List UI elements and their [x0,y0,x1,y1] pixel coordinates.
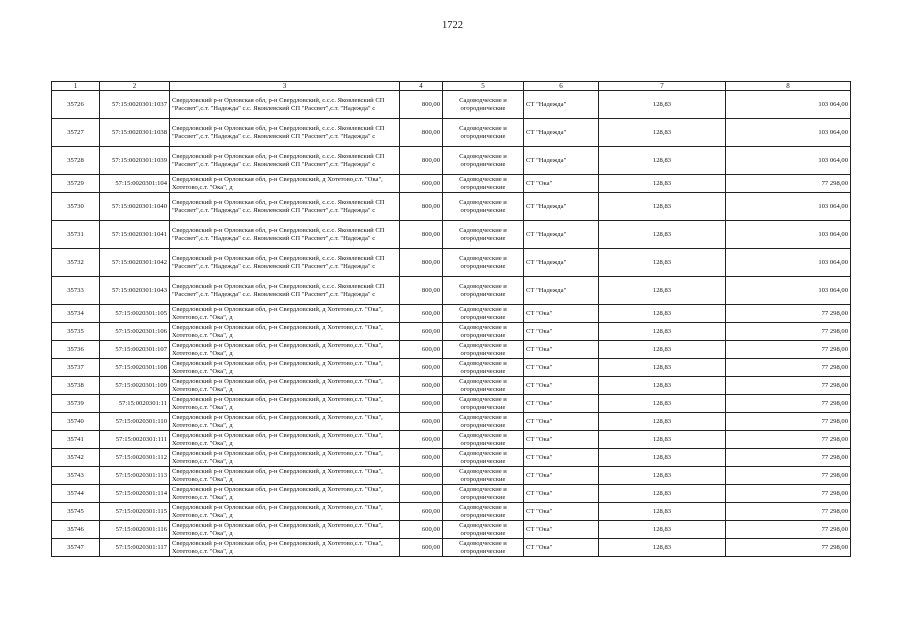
column-number-row [52,82,851,91]
registry-rows [52,91,851,557]
specific-value-cell: 128,83 [599,277,726,305]
table-row [52,249,851,277]
specific-value-cell: 128,83 [599,305,726,323]
address-cell: Свердловский р-н Орловская обл, р-н Свердловский, д Хотетово,с.т. "Ока", Хотетово,с.т. "Ока", д [170,359,400,377]
owner-cell: СТ "Ока" [524,503,599,521]
owner-cell: СТ "Ока" [524,485,599,503]
land-use-cell: Садоводческие и огороднические [443,413,524,431]
cadastral-number-cell: 57:15:0020301:1040 [100,193,170,221]
land-use-cell: Садоводческие и огороднические [443,485,524,503]
cadastral-number-cell: 57:15:0020301:111 [100,431,170,449]
area-cell: 800,00 [400,119,443,147]
cadastral-number-cell: 57:15:0020301:112 [100,449,170,467]
cadastral-value-cell: 77 298,00 [726,467,851,485]
land-use-cell: Садоводческие и огороднические [443,431,524,449]
owner-cell: СТ "Ока" [524,395,599,413]
table-row [52,359,851,377]
owner-cell: СТ "Ока" [524,539,599,557]
land-use-cell: Садоводческие и огороднические [443,395,524,413]
table-row [52,521,851,539]
specific-value-cell: 128,83 [599,221,726,249]
cadastral-value-cell: 77 298,00 [726,503,851,521]
table-row [52,413,851,431]
area-cell: 600,00 [400,539,443,557]
address-cell: Свердловский р-н Орловская обл, р-н Свердловский, с.с.с. Яковлевский СП "Рассвет",с.т. "Надежда" с.с. Яковлевский СП "Рассвет",с.т. "Надежда" с [170,91,400,119]
owner-cell: СТ "Ока" [524,449,599,467]
area-cell: 800,00 [400,221,443,249]
area-cell: 600,00 [400,503,443,521]
cadastral-value-cell: 77 298,00 [726,305,851,323]
specific-value-cell: 128,83 [599,503,726,521]
area-cell: 600,00 [400,377,443,395]
area-cell: 600,00 [400,413,443,431]
cadastral-number-cell: 57:15:0020301:117 [100,539,170,557]
row-number-cell: 35747 [52,539,100,557]
table-row [52,119,851,147]
cadastral-number-cell: 57:15:0020301:1043 [100,277,170,305]
table-row [52,175,851,193]
owner-cell: СТ "Ока" [524,305,599,323]
cadastral-value-cell: 103 064,00 [726,277,851,305]
address-cell: Свердловский р-н Орловская обл, р-н Свердловский, д Хотетово,с.т. "Ока", Хотетово,с.т. "Ока", д [170,521,400,539]
address-cell: Свердловский р-н Орловская обл, р-н Свердловский, д Хотетово,с.т. "Ока", Хотетово,с.т. "Ока", д [170,503,400,521]
area-cell: 600,00 [400,305,443,323]
column-header: 5 [443,82,524,91]
owner-cell: СТ "Ока" [524,359,599,377]
land-use-cell: Садоводческие и огороднические [443,277,524,305]
cadastral-value-cell: 103 064,00 [726,193,851,221]
row-number-cell: 35737 [52,359,100,377]
land-use-cell: Садоводческие и огороднические [443,449,524,467]
owner-cell: СТ "Ока" [524,341,599,359]
row-number-cell: 35736 [52,341,100,359]
specific-value-cell: 128,83 [599,341,726,359]
cadastral-number-cell: 57:15:0020301:116 [100,521,170,539]
area-cell: 600,00 [400,359,443,377]
specific-value-cell: 128,83 [599,431,726,449]
cadastral-value-cell: 103 064,00 [726,249,851,277]
owner-cell: СТ "Ока" [524,377,599,395]
column-header: 3 [170,82,400,91]
cadastral-value-cell: 77 298,00 [726,449,851,467]
area-cell: 600,00 [400,521,443,539]
address-cell: Свердловский р-н Орловская обл, р-н Свердловский, с.с.с. Яковлевский СП "Рассвет",с.т. "Надежда" с.с. Яковлевский СП "Рассвет",с.т. "Надежда" с [170,119,400,147]
land-use-cell: Садоводческие и огороднические [443,341,524,359]
cadastral-value-cell: 77 298,00 [726,521,851,539]
area-cell: 800,00 [400,147,443,175]
column-header: 8 [726,82,851,91]
cadastral-number-cell: 57:15:0020301:1039 [100,147,170,175]
land-use-cell: Садоводческие и огороднические [443,221,524,249]
owner-cell: СТ "Ока" [524,521,599,539]
cadastral-number-cell: 57:15:0020301:105 [100,305,170,323]
specific-value-cell: 128,83 [599,395,726,413]
land-use-cell: Садоводческие и огороднические [443,377,524,395]
land-use-cell: Садоводческие и огороднические [443,119,524,147]
cadastral-number-cell: 57:15:0020301:104 [100,175,170,193]
land-use-cell: Садоводческие и огороднические [443,521,524,539]
row-number-cell: 35739 [52,395,100,413]
cadastral-value-cell: 103 064,00 [726,147,851,175]
land-use-cell: Садоводческие и огороднические [443,323,524,341]
cadastral-number-cell: 57:15:0020301:110 [100,413,170,431]
land-use-cell: Садоводческие и огороднические [443,467,524,485]
column-header: 4 [400,82,443,91]
address-cell: Свердловский р-н Орловская обл, р-н Свердловский, с.с.с. Яковлевский СП "Рассвет",с.т. "Надежда" с.с. Яковлевский СП "Рассвет",с.т. "Надежда" с [170,147,400,175]
address-cell: Свердловский р-н Орловская обл, р-н Свердловский, с.с.с. Яковлевский СП "Рассвет",с.т. "Надежда" с.с. Яковлевский СП "Рассвет",с.т. "Надежда" с [170,221,400,249]
specific-value-cell: 128,83 [599,413,726,431]
cadastral-value-cell: 103 064,00 [726,119,851,147]
address-cell: Свердловский р-н Орловская обл, р-н Свердловский, д Хотетово,с.т. "Ока", Хотетово,с.т. "Ока", д [170,395,400,413]
cadastral-value-cell: 103 064,00 [726,221,851,249]
owner-cell: СТ "Надежда" [524,249,599,277]
specific-value-cell: 128,83 [599,175,726,193]
row-number-cell: 35743 [52,467,100,485]
row-number-cell: 35738 [52,377,100,395]
row-number-cell: 35731 [52,221,100,249]
address-cell: Свердловский р-н Орловская обл, р-н Свердловский, с.с.с. Яковлевский СП "Рассвет",с.т. "Надежда" с.с. Яковлевский СП "Рассвет",с.т. "Надежда" с [170,193,400,221]
cadastral-value-cell: 77 298,00 [726,377,851,395]
table-row [52,193,851,221]
owner-cell: СТ "Надежда" [524,193,599,221]
cadastral-number-cell: 57:15:0020301:11 [100,395,170,413]
land-use-cell: Садоводческие и огороднические [443,91,524,119]
cadastral-value-cell: 77 298,00 [726,431,851,449]
specific-value-cell: 128,83 [599,539,726,557]
area-cell: 600,00 [400,431,443,449]
owner-cell: СТ "Ока" [524,413,599,431]
area-cell: 600,00 [400,485,443,503]
address-cell: Свердловский р-н Орловская обл, р-н Свердловский, д Хотетово,с.т. "Ока", Хотетово,с.т. "Ока", д [170,467,400,485]
cadastral-value-cell: 77 298,00 [726,485,851,503]
row-number-cell: 35745 [52,503,100,521]
table-row [52,431,851,449]
cadastral-number-cell: 57:15:0020301:109 [100,377,170,395]
land-use-cell: Садоводческие и огороднические [443,193,524,221]
row-number-cell: 35740 [52,413,100,431]
owner-cell: СТ "Надежда" [524,147,599,175]
page-number: 1722 [442,20,463,31]
area-cell: 600,00 [400,175,443,193]
cadastral-value-cell: 77 298,00 [726,341,851,359]
cadastral-value-cell: 77 298,00 [726,539,851,557]
land-use-cell: Садоводческие и огороднические [443,147,524,175]
row-number-cell: 35734 [52,305,100,323]
row-number-cell: 35727 [52,119,100,147]
specific-value-cell: 128,83 [599,323,726,341]
specific-value-cell: 128,83 [599,359,726,377]
cadastral-value-cell: 77 298,00 [726,175,851,193]
cadastral-number-cell: 57:15:0020301:106 [100,323,170,341]
row-number-cell: 35741 [52,431,100,449]
cadastral-number-cell: 57:15:0020301:108 [100,359,170,377]
address-cell: Свердловский р-н Орловская обл, р-н Свердловский, д Хотетово,с.т. "Ока", Хотетово,с.т. "Ока", д [170,341,400,359]
address-cell: Свердловский р-н Орловская обл, р-н Свердловский, д Хотетово,с.т. "Ока", Хотетово,с.т. "Ока", д [170,323,400,341]
table-row [52,467,851,485]
row-number-cell: 35744 [52,485,100,503]
specific-value-cell: 128,83 [599,521,726,539]
row-number-cell: 35728 [52,147,100,175]
row-number-cell: 35732 [52,249,100,277]
address-cell: Свердловский р-н Орловская обл, р-н Свердловский, д Хотетово,с.т. "Ока", Хотетово,с.т. "Ока", д [170,175,400,193]
area-cell: 600,00 [400,449,443,467]
land-registry-table [51,81,851,557]
row-number-cell: 35746 [52,521,100,539]
row-number-cell: 35733 [52,277,100,305]
column-header: 7 [599,82,726,91]
address-cell: Свердловский р-н Орловская обл, р-н Свердловский, д Хотетово,с.т. "Ока", Хотетово,с.т. "Ока", д [170,449,400,467]
cadastral-value-cell: 77 298,00 [726,413,851,431]
address-cell: Свердловский р-н Орловская обл, р-н Свердловский, д Хотетово,с.т. "Ока", Хотетово,с.т. "Ока", д [170,413,400,431]
table-row [52,485,851,503]
area-cell: 600,00 [400,467,443,485]
table-row [52,323,851,341]
table-row [52,305,851,323]
row-number-cell: 35735 [52,323,100,341]
owner-cell: СТ "Надежда" [524,119,599,147]
area-cell: 800,00 [400,249,443,277]
table-row [52,147,851,175]
specific-value-cell: 128,83 [599,193,726,221]
cadastral-number-cell: 57:15:0020301:1037 [100,91,170,119]
specific-value-cell: 128,83 [599,91,726,119]
address-cell: Свердловский р-н Орловская обл, р-н Свердловский, д Хотетово,с.т. "Ока", Хотетово,с.т. "Ока", д [170,305,400,323]
cadastral-number-cell: 57:15:0020301:1042 [100,249,170,277]
area-cell: 600,00 [400,341,443,359]
area-cell: 800,00 [400,91,443,119]
area-cell: 600,00 [400,323,443,341]
area-cell: 600,00 [400,395,443,413]
land-use-cell: Садоводческие и огороднические [443,175,524,193]
column-header: 6 [524,82,599,91]
land-use-cell: Садоводческие и огороднические [443,539,524,557]
cadastral-number-cell: 57:15:0020301:1038 [100,119,170,147]
specific-value-cell: 128,83 [599,249,726,277]
cadastral-number-cell: 57:15:0020301:114 [100,485,170,503]
owner-cell: СТ "Надежда" [524,91,599,119]
owner-cell: СТ "Ока" [524,431,599,449]
land-use-cell: Садоводческие и огороднические [443,503,524,521]
row-number-cell: 35742 [52,449,100,467]
table-row [52,341,851,359]
column-header: 2 [100,82,170,91]
cadastral-number-cell: 57:15:0020301:107 [100,341,170,359]
specific-value-cell: 128,83 [599,147,726,175]
owner-cell: СТ "Ока" [524,175,599,193]
address-cell: Свердловский р-н Орловская обл, р-н Свердловский, д Хотетово,с.т. "Ока", Хотетово,с.т. "Ока", д [170,377,400,395]
table-row [52,449,851,467]
table-row [52,377,851,395]
table-row [52,221,851,249]
cadastral-value-cell: 77 298,00 [726,323,851,341]
address-cell: Свердловский р-н Орловская обл, р-н Свердловский, с.с.с. Яковлевский СП "Рассвет",с.т. "Надежда" с.с. Яковлевский СП "Рассвет",с.т. "Надежда" с [170,277,400,305]
cadastral-value-cell: 77 298,00 [726,395,851,413]
address-cell: Свердловский р-н Орловская обл, р-н Свердловский, д Хотетово,с.т. "Ока", Хотетово,с.т. "Ока", д [170,431,400,449]
row-number-cell: 35730 [52,193,100,221]
table-row [52,539,851,557]
owner-cell: СТ "Надежда" [524,221,599,249]
owner-cell: СТ "Ока" [524,323,599,341]
row-number-cell: 35726 [52,91,100,119]
specific-value-cell: 128,83 [599,485,726,503]
specific-value-cell: 128,83 [599,449,726,467]
owner-cell: СТ "Надежда" [524,277,599,305]
area-cell: 800,00 [400,193,443,221]
address-cell: Свердловский р-н Орловская обл, р-н Свердловский, с.с.с. Яковлевский СП "Рассвет",с.т. "Надежда" с.с. Яковлевский СП "Рассвет",с.т. "Надежда" с [170,249,400,277]
table-row [52,91,851,119]
column-header: 1 [52,82,100,91]
cadastral-number-cell: 57:15:0020301:115 [100,503,170,521]
cadastral-number-cell: 57:15:0020301:113 [100,467,170,485]
row-number-cell: 35729 [52,175,100,193]
address-cell: Свердловский р-н Орловская обл, р-н Свердловский, д Хотетово,с.т. "Ока", Хотетово,с.т. "Ока", д [170,539,400,557]
land-use-cell: Садоводческие и огороднические [443,359,524,377]
cadastral-number-cell: 57:15:0020301:1041 [100,221,170,249]
table-row [52,395,851,413]
land-use-cell: Садоводческие и огороднические [443,305,524,323]
cadastral-value-cell: 103 064,00 [726,91,851,119]
specific-value-cell: 128,83 [599,377,726,395]
table-row [52,277,851,305]
area-cell: 800,00 [400,277,443,305]
land-use-cell: Садоводческие и огороднические [443,249,524,277]
specific-value-cell: 128,83 [599,467,726,485]
address-cell: Свердловский р-н Орловская обл, р-н Свердловский, д Хотетово,с.т. "Ока", Хотетово,с.т. "Ока", д [170,485,400,503]
owner-cell: СТ "Ока" [524,467,599,485]
cadastral-value-cell: 77 298,00 [726,359,851,377]
table-row [52,503,851,521]
specific-value-cell: 128,83 [599,119,726,147]
